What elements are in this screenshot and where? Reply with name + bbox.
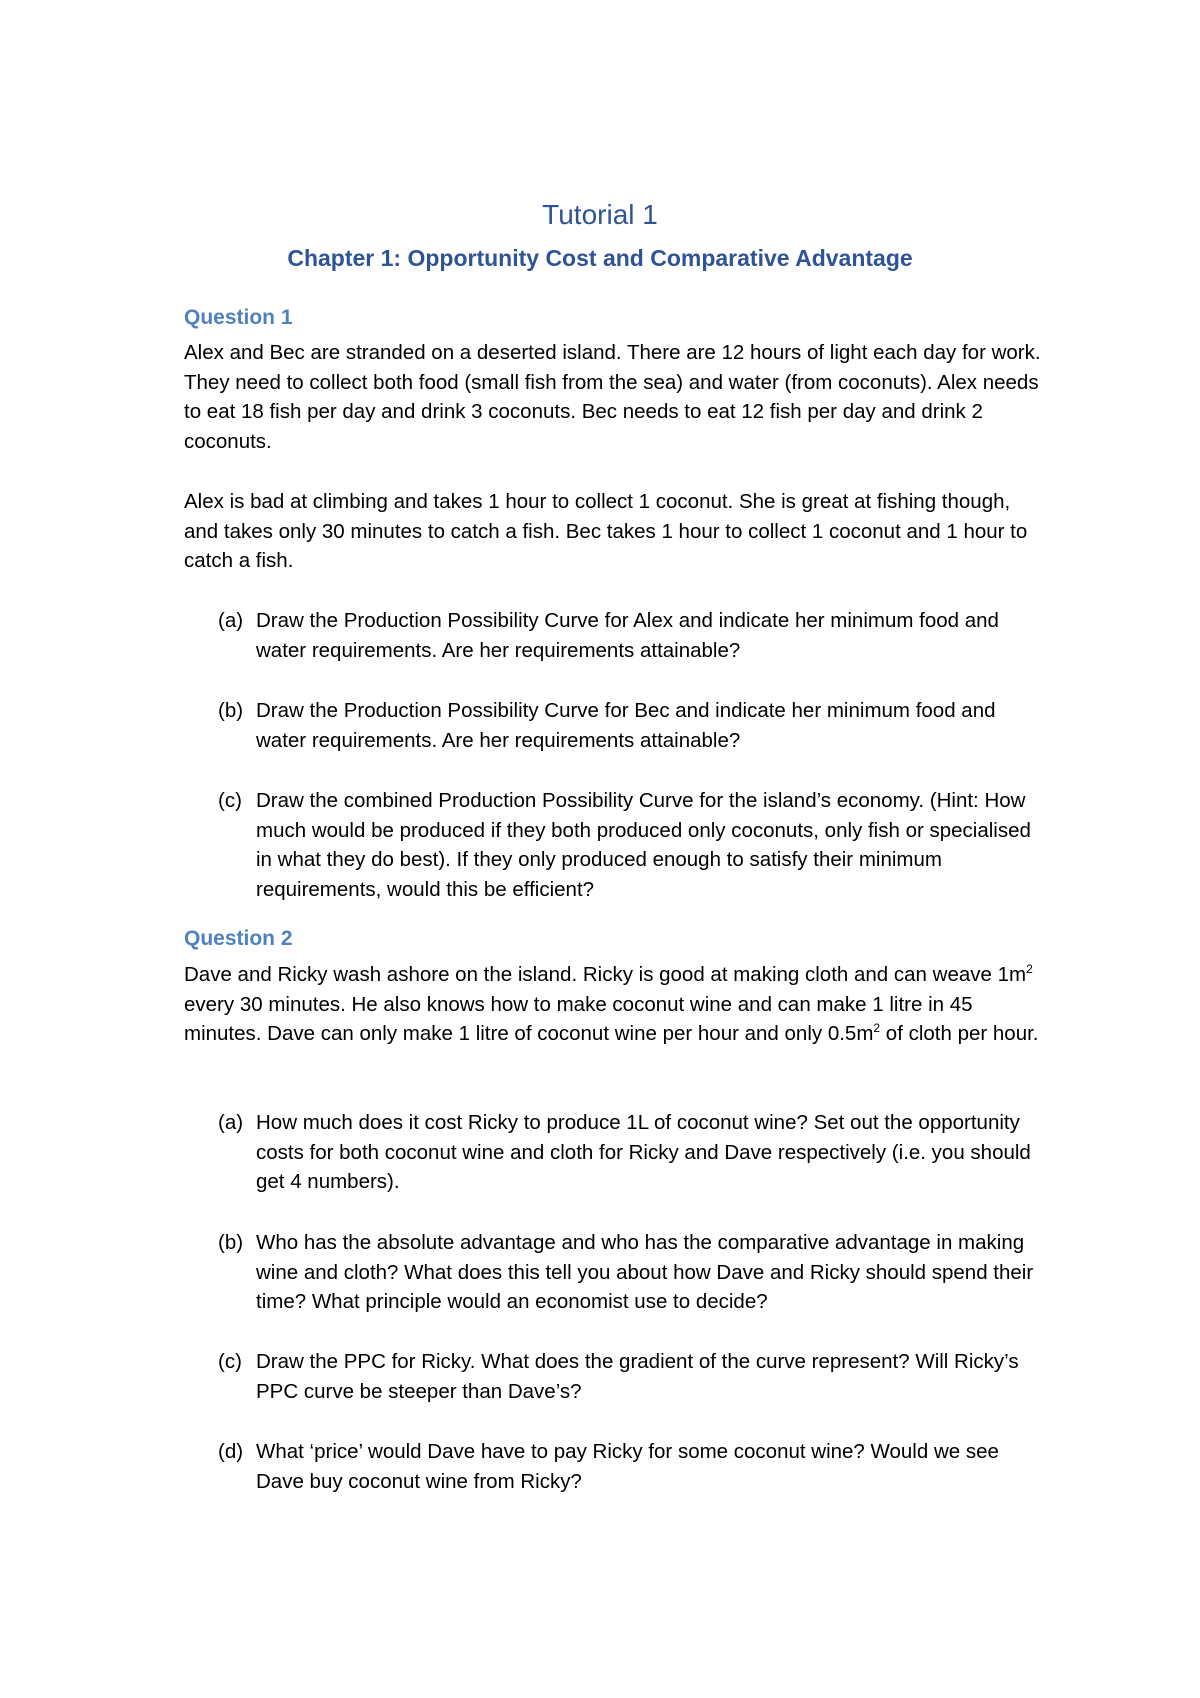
question-1-heading: Question 1 (184, 306, 293, 329)
question-2-item-d (218, 1437, 1048, 1496)
item-label: (b) (218, 699, 244, 722)
question-2-heading: Question 2 (184, 927, 293, 950)
question-1-paragraph-1: Alex and Bec are stranded on a deserted island. There are 12 hours of light each day for work. They need to collect both food (small fish from the sea) and water (from coconuts). Alex needs to eat 18 fish per day and drink 3 coconuts. Bec needs to eat 12 fish per day and drink 2 coconuts. (184, 341, 1041, 453)
item-label: (b) (218, 1231, 244, 1254)
question-1-paragraph-2: Alex is bad at climbing and takes 1 hour to collect 1 coconut. She is great at fishing though, and takes only 30 minutes to catch a fish. Bec takes 1 hour to collect 1 coconut and 1 hour to catch a fish. (184, 490, 1028, 572)
item-text: How much does it cost Ricky to produce 1L of coconut wine? Set out the opportunity costs for both coconut wine and cloth for Ricky and Dave respectively (i.e. you should get 4 numbers). (256, 1111, 1031, 1193)
superscript: 2 (1026, 962, 1033, 976)
question-1-item-b (218, 696, 1048, 755)
question-1-item-a (218, 606, 1048, 665)
item-label: (c) (218, 1350, 242, 1373)
question-2-item-c (218, 1347, 1048, 1406)
question-1-item-c (218, 786, 1048, 904)
para-text-3: of cloth per hour. (880, 1022, 1039, 1045)
document-subtitle: Chapter 1: Opportunity Cost and Comparative Advantage (287, 245, 913, 271)
item-text: Draw the Production Possibility Curve for Bec and indicate her minimum food and water requirements. Are her requirements attainable? (256, 699, 996, 752)
item-label: (a) (218, 609, 244, 632)
document-title: Tutorial 1 (542, 199, 658, 230)
item-text: Who has the absolute advantage and who has the comparative advantage in making wine and cloth? What does this tell you about how Dave and Ricky should spend their time? What principle would an economist use to decide? (256, 1231, 1034, 1313)
item-text: Draw the PPC for Ricky. What does the gradient of the curve represent? Will Ricky’s PPC curve be steeper than Dave’s? (256, 1350, 1019, 1403)
item-label: (a) (218, 1111, 244, 1134)
item-text: What ‘price’ would Dave have to pay Ricky for some coconut wine? Would we see Dave buy coconut wine from Ricky? (256, 1440, 999, 1493)
superscript: 2 (873, 1021, 881, 1035)
item-label: (c) (218, 789, 242, 812)
question-2-item-a (218, 1108, 1048, 1197)
item-text: Draw the combined Production Possibility Curve for the island’s economy. (Hint: How much would be produced if they both produced only coconuts, only fish or specialised in what they do best). If they only produced enough to satisfy their minimum requirements, would this be efficient? (256, 789, 1031, 901)
item-label: (d) (218, 1440, 244, 1463)
para-text-2: every 30 minutes. He also knows how to make coconut wine and can make 1 litre in 45 minutes. Dave can only make 1 litre of coconut wine per hour and only 0.5m (184, 992, 973, 1045)
question-2-item-b (218, 1228, 1048, 1317)
para-text-1: Dave and Ricky wash ashore on the island. Ricky is good at making cloth and can weave 1m (184, 963, 1027, 986)
question-2-paragraph-1 (184, 960, 1044, 1049)
item-text: Draw the Production Possibility Curve for Alex and indicate her minimum food and water requirements. Are her requirements attainable? (256, 609, 999, 662)
